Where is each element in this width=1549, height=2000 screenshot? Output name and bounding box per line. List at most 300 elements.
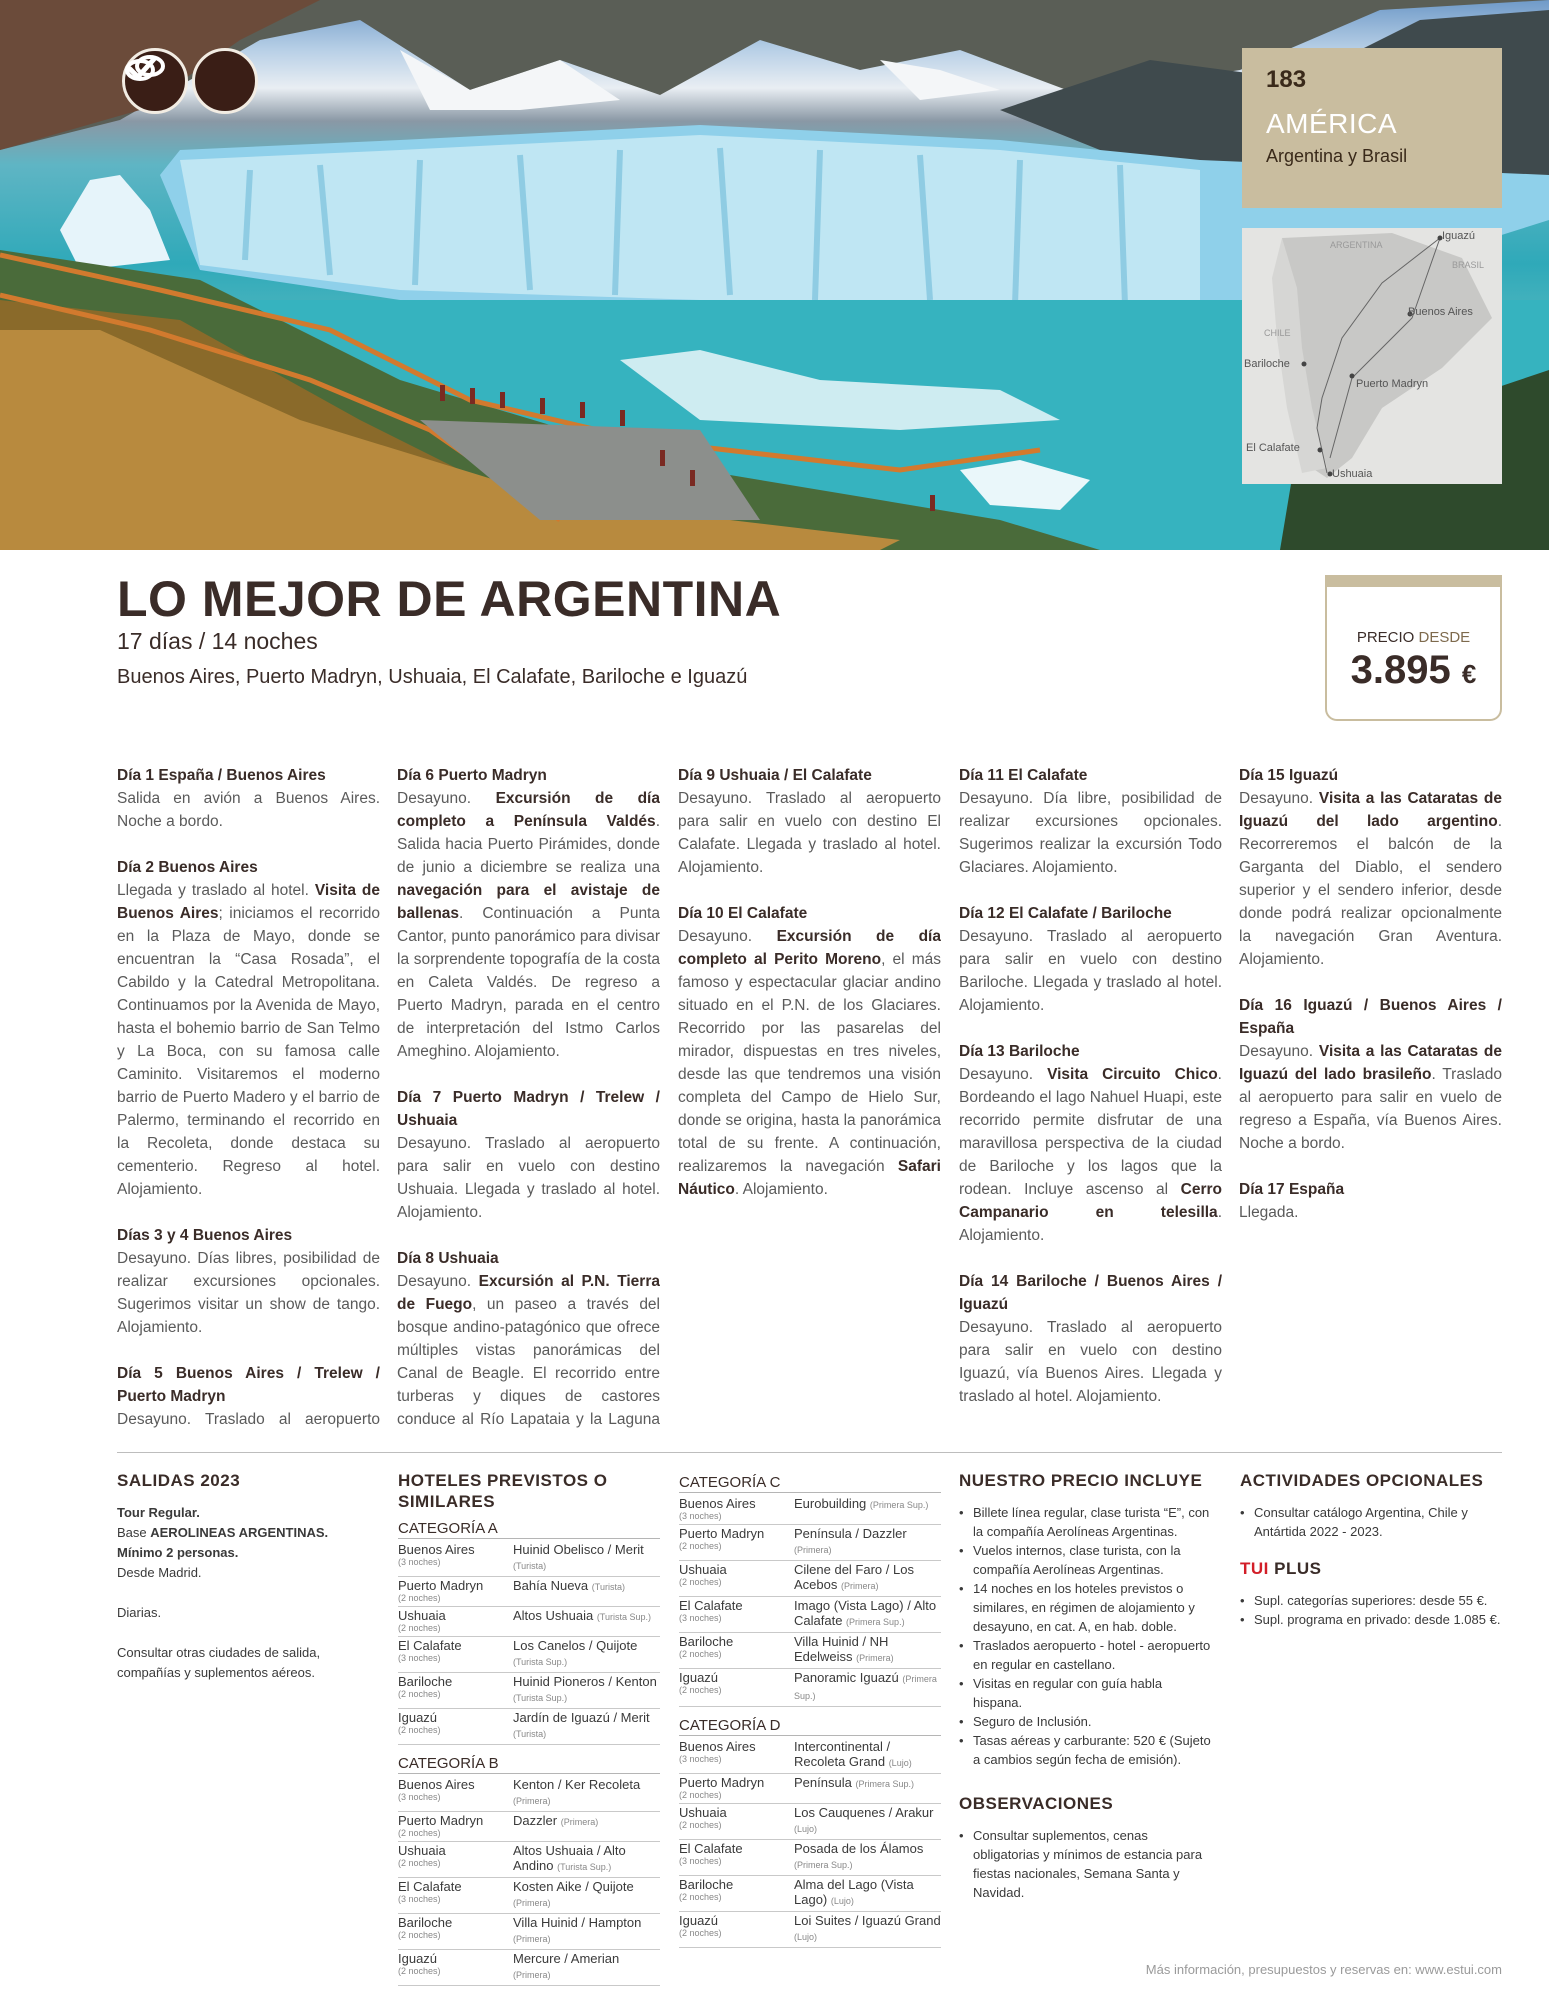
hotel-tier: (Turista) [513, 1729, 547, 1739]
hotel-city [398, 1813, 513, 1839]
day-highlight: Excursión de día completo al Perito Moreno [678, 928, 941, 968]
hotel-name-text: Mercure / Amerian [513, 1951, 620, 1966]
hotel-name-text: Huinid Obelisco / Merit [513, 1542, 644, 1557]
list-item: • Vuelos internos, clase turista, con la compañía Aerolíneas Argentinas. [959, 1541, 1211, 1579]
city-nights: (2 noches) [679, 1790, 722, 1800]
list-item: • Consultar catálogo Argentina, Chile y Antártida 2022 - 2023. [1240, 1503, 1502, 1541]
table-row [398, 1842, 660, 1878]
hotel-city [398, 1915, 513, 1947]
table-row [679, 1597, 941, 1633]
hotel-city [398, 1710, 513, 1742]
trip-title: LO MEJOR DE ARGENTINA [117, 571, 782, 627]
incluye-list [959, 1503, 1211, 1769]
hotel-name [513, 1578, 660, 1604]
city-nights: (3 noches) [679, 1511, 722, 1521]
table-row [679, 1912, 941, 1948]
city-name: Buenos Aires [679, 1496, 756, 1511]
table-row [398, 1607, 660, 1637]
table-row [398, 1914, 660, 1950]
city-nights: (2 noches) [679, 1541, 722, 1551]
hotel-name [794, 1562, 941, 1594]
day-text: Desayuno. [397, 790, 496, 807]
list-item: • Tasas aéreas y carburante: 520 € (Sujeto a cambios según fecha de emisión). [959, 1731, 1211, 1769]
city-name: Ushuaia [679, 1805, 727, 1820]
hotel-city [679, 1670, 794, 1704]
city-nights: (2 noches) [679, 1577, 722, 1587]
city-name: Bariloche [398, 1674, 453, 1689]
hotels-heading: HOTELES PREVISTOS O SIMILARES [398, 1471, 608, 1511]
hotel-name-text: Jardín de Iguazú / Merit [513, 1710, 650, 1725]
hotel-tier: (Primera Sup.) [855, 1779, 914, 1789]
hotel-category-heading: CATEGORÍA D [679, 1717, 941, 1736]
day-heading: Día 11 El Calafate [959, 767, 1088, 784]
table-row [398, 1776, 660, 1812]
day-heading: Día 13 Bariloche [959, 1043, 1080, 1060]
salidas-base-prefix: Base [117, 1525, 151, 1540]
city-nights: (2 noches) [679, 1685, 722, 1695]
day-heading: Día 8 Ushuaia [397, 1250, 499, 1267]
hotel-tier: (Primera) [560, 1817, 599, 1827]
hotel-city [679, 1739, 794, 1771]
actividades-heading: ACTIVIDADES OPCIONALES [1240, 1471, 1484, 1490]
hotel-name [513, 1608, 660, 1634]
city-nights: (3 noches) [398, 1653, 441, 1663]
day-text: Desayuno. Día libre, posibilidad de realizar excursiones opcionales. Sugerimos realizar la excursión Todo Glaciares. Alojamiento. [959, 790, 1222, 876]
table-row [398, 1878, 660, 1914]
city-name: Puerto Madryn [398, 1578, 484, 1593]
day-text: Desayuno. Traslado al aeropuerto para salir en vuelo con destino El Calafate. Llegada y traslado al hotel. Alojamiento. [678, 790, 941, 876]
section-divider [117, 1452, 1502, 1453]
hotel-city [398, 1879, 513, 1911]
city-nights: (2 noches) [398, 1689, 441, 1699]
hotel-name [794, 1526, 941, 1558]
tui-logo-text: TUI [1240, 1559, 1269, 1578]
hotel-name-text: Península [794, 1775, 852, 1790]
hotel-city [398, 1608, 513, 1634]
table-row [679, 1840, 941, 1876]
map-label-brasil: BRASIL [1452, 260, 1485, 270]
hotel-tier: (Lujo) [794, 1932, 818, 1942]
list-item: • Visitas en regular con guía habla hispana. [959, 1674, 1211, 1712]
city-nights: (3 noches) [679, 1856, 722, 1866]
day-9 [678, 764, 941, 879]
hotel-name-text: Imago (Vista Lago) / Alto Calafate [794, 1598, 937, 1628]
day-text: Desayuno. Días libres, posibilidad de realizar excursiones opcionales. Sugerimos visitar un show de tango. Alojamiento. [117, 1250, 380, 1336]
hotel-tier: (Turista Sup.) [513, 1693, 568, 1703]
day-heading: Día 6 Puerto Madryn [397, 767, 547, 784]
hotel-tier: (Primera) [856, 1653, 894, 1663]
day-heading: Día 14 Bariloche / Buenos Aires / Iguazú [959, 1273, 1222, 1313]
table-row [679, 1804, 941, 1840]
table-row [679, 1669, 941, 1707]
salidas-airline: AEROLINEAS ARGENTINAS. [150, 1525, 329, 1540]
city-nights: (2 noches) [679, 1649, 722, 1659]
hotel-name-text: Altos Ushuaia [513, 1608, 594, 1623]
table-row [679, 1561, 941, 1597]
table-row [398, 1637, 660, 1673]
hotel-category [398, 1755, 660, 1986]
hotels-section-right [679, 1468, 941, 1948]
day-8 [397, 1247, 660, 1434]
trip-duration: 17 días / 14 noches [117, 628, 318, 654]
map-city-ushuaia: Ushuaia [1332, 468, 1373, 480]
hotel-category [398, 1520, 660, 1745]
salidas-heading: SALIDAS 2023 [117, 1471, 241, 1490]
hotel-tier: (Turista Sup.) [596, 1612, 652, 1622]
hotel-name-text: Loi Suites / Iguazú Grand [794, 1913, 941, 1928]
day-heading: Día 15 Iguazú [1239, 767, 1339, 784]
hotels-section-left [398, 1470, 660, 1986]
trip-places: Buenos Aires, Puerto Madryn, Ushuaia, El Calafate, Bariloche e Iguazú [117, 666, 748, 688]
hotel-category [679, 1717, 941, 1948]
day-text: Llegada y traslado al hotel. [117, 882, 315, 899]
day-17 [1239, 1178, 1502, 1224]
day-highlight: Excursión de día completo a Península Valdés [397, 790, 660, 830]
salidas-other: Consultar otras ciudades de salida, compañías y suplementos aéreos. [117, 1645, 321, 1680]
list-item: • Supl. programa en privado: desde 1.085 €. [1240, 1610, 1502, 1629]
itinerary-column-3 [678, 764, 941, 1434]
hotel-name-text: Los Canelos / Quijote [513, 1638, 638, 1653]
city-name: Buenos Aires [679, 1739, 756, 1754]
hotel-name [513, 1674, 660, 1706]
hotel-name-text: Cilene del Faro / Los Acebos [794, 1562, 914, 1592]
salidas-minimum: Mínimo 2 personas. [117, 1545, 239, 1560]
hotel-categories-c-d [679, 1474, 941, 1948]
price-currency: € [1461, 659, 1477, 689]
day-7 [397, 1086, 660, 1224]
day-highlight: Visita a las Cataratas de Iguazú del lado argentino [1239, 790, 1502, 830]
hotel-tier: (Turista Sup.) [513, 1657, 568, 1667]
day-text: Desayuno. Traslado al aeropuerto [117, 1411, 380, 1428]
city-nights: (2 noches) [398, 1858, 441, 1868]
hotel-tier: (Primera) [513, 1796, 551, 1806]
table-row [679, 1876, 941, 1912]
city-nights: (2 noches) [679, 1928, 722, 1938]
hotel-tier: (Primera) [513, 1898, 551, 1908]
day-heading: Día 1 España / Buenos Aires [117, 767, 326, 784]
day-16 [1239, 994, 1502, 1155]
hotel-category-heading: CATEGORÍA B [398, 1755, 660, 1774]
hotel-tier: (Turista) [513, 1561, 547, 1571]
city-name: Bariloche [679, 1634, 734, 1649]
day-text: Desayuno. Traslado al aeropuerto para salir en vuelo con destino Iguazú, vía Buenos Aires. Llegada y traslado al hotel. Alojamiento. [959, 1319, 1222, 1405]
hotel-category [679, 1474, 941, 1707]
city-name: Puerto Madryn [398, 1813, 484, 1828]
incluye-section [959, 1470, 1211, 1902]
hotel-name-text: Eurobuilding [794, 1496, 867, 1511]
actividades-section [1240, 1470, 1502, 1629]
city-nights: (2 noches) [398, 1966, 441, 1976]
hotel-name [513, 1843, 660, 1875]
city-name: Puerto Madryn [679, 1526, 765, 1541]
hotel-tier: (Lujo) [888, 1758, 912, 1768]
hotel-tier: (Primera Sup.) [794, 1674, 937, 1701]
city-nights: (3 noches) [679, 1613, 722, 1623]
tui-plus-list [1240, 1591, 1502, 1629]
table-row [398, 1541, 660, 1577]
hotel-name [513, 1638, 660, 1670]
list-item: • Traslados aeropuerto - hotel - aeropuerto en regular en castellano. [959, 1636, 1211, 1674]
region-name: AMÉRICA [1266, 108, 1398, 139]
hotel-name [513, 1915, 660, 1947]
city-name: Ushuaia [398, 1843, 446, 1858]
hotel-name [794, 1805, 941, 1837]
salidas-section [117, 1470, 379, 1683]
hotel-city [398, 1951, 513, 1983]
day-text: Llegada. [1239, 1204, 1299, 1221]
itinerary-column-4 [959, 764, 1222, 1434]
table-row [398, 1577, 660, 1607]
hotel-name [513, 1777, 660, 1809]
day-heading: Días 3 y 4 Buenos Aires [117, 1227, 293, 1244]
hotel-name-text: Altos Ushuaia / Alto Andino [513, 1843, 626, 1873]
tui-plus-heading [1240, 1559, 1502, 1579]
hotel-name [794, 1598, 941, 1630]
hotel-city [679, 1805, 794, 1837]
hotel-name [513, 1951, 660, 1983]
city-name: Iguazú [679, 1670, 719, 1685]
hotel-city [398, 1542, 513, 1574]
hotel-tier: (Primera Sup.) [794, 1860, 853, 1870]
city-nights: (2 noches) [398, 1828, 441, 1838]
salidas-daily: Diarias. [117, 1605, 162, 1620]
day-heading: Día 2 Buenos Aires [117, 859, 258, 876]
table-row [679, 1495, 941, 1525]
hotel-city [679, 1634, 794, 1666]
city-nights: (3 noches) [398, 1557, 441, 1567]
hotel-name-text: Huinid Pioneros / Kenton [513, 1674, 657, 1689]
itinerary-column-2 [397, 764, 660, 1434]
day-text: . Alojamiento. [734, 1181, 828, 1198]
day-text: . Bordeando el lago Nahuel Huapi, este recorrido permite disfrutar de una maravillosa perspectiva de la ciudad de Bariloche y los lagos que la rodean. Incluye ascenso al [959, 1066, 1222, 1198]
hotel-name-text: Los Cauquenes / Arakur [794, 1805, 934, 1820]
hotel-name [794, 1739, 941, 1771]
actividades-list [1240, 1503, 1502, 1541]
map-city-bariloche: Bariloche [1244, 358, 1290, 370]
day-text: Desayuno. [397, 1273, 479, 1290]
hotel-category-heading: CATEGORÍA C [679, 1474, 941, 1493]
day-heading: Día 9 Ushuaia / El Calafate [678, 767, 872, 784]
region-subtitle: Argentina y Brasil [1266, 146, 1408, 166]
destination-box [1242, 48, 1502, 208]
day-3-4 [117, 1224, 380, 1339]
price-amount: 3.895 [1350, 648, 1451, 692]
hotel-name [794, 1841, 941, 1873]
city-name: El Calafate [679, 1598, 743, 1613]
rings-badge-icon [192, 48, 258, 114]
hotel-name-text: Dazzler [513, 1813, 558, 1828]
hotel-name [794, 1775, 941, 1801]
list-item: • Consultar suplementos, cenas obligatorias y mínimos de estancia para fiestas nacionales, Semana Santa y Navidad. [959, 1826, 1211, 1902]
hotel-name-text: Posada de los Álamos [794, 1841, 924, 1856]
day-1 [117, 764, 380, 833]
city-name: Buenos Aires [398, 1777, 475, 1792]
hotel-city [398, 1638, 513, 1670]
hotel-name [794, 1634, 941, 1666]
day-text: Desayuno. [678, 928, 777, 945]
city-name: Ushuaia [398, 1608, 446, 1623]
map-city-buenos-aires: Buenos Aires [1408, 306, 1473, 318]
hotel-city [679, 1562, 794, 1594]
hotel-name [794, 1670, 941, 1704]
day-highlight: Safari Náutico [678, 1158, 941, 1198]
day-text: Desayuno. Traslado al aeropuerto para salir en vuelo con destino Ushuaia. Llegada y traslado al hotel. Alojamiento. [397, 1135, 660, 1221]
itinerary-column-5 [1239, 764, 1502, 1434]
list-item: • Billete línea regular, clase turista “E”, con la compañía Aerolíneas Argentinas. [959, 1503, 1211, 1541]
hotel-name-text: Intercontinental / Recoleta Grand [794, 1739, 891, 1769]
hotel-tier: (Turista) [591, 1582, 625, 1592]
city-name: El Calafate [398, 1879, 462, 1894]
hotel-name [794, 1913, 941, 1945]
day-13 [959, 1040, 1222, 1247]
observaciones-heading: OBSERVACIONES [959, 1794, 1114, 1813]
hotel-tier: (Primera Sup.) [869, 1500, 929, 1510]
hotel-tier: (Primera) [513, 1970, 551, 1980]
hotel-city [398, 1674, 513, 1706]
price-value [1327, 648, 1500, 693]
hotel-tier: (Lujo) [830, 1896, 854, 1906]
day-15 [1239, 764, 1502, 971]
day-10 [678, 902, 941, 1201]
day-highlight: Visita de Buenos Aires [117, 882, 380, 922]
hero-image [0, 0, 1549, 550]
day-text: . Recorreremos el balcón de la Garganta del Diablo, el sendero superior y el sendero inferior, desde donde podrá realizar opcionalmente la navegación Gran Aventura. Alojamiento. [1239, 813, 1502, 968]
city-name: El Calafate [398, 1638, 462, 1653]
hotel-name-text: Alma del Lago (Vista Lago) [794, 1877, 914, 1907]
day-2 [117, 856, 380, 1201]
day-text: Salida en avión a Buenos Aires. Noche a bordo. [117, 790, 380, 830]
map-city-el-calafate: El Calafate [1246, 442, 1300, 454]
table-row [679, 1738, 941, 1774]
itinerary-column-1 [117, 764, 380, 1434]
day-text: , el más famoso y espectacular glaciar andino situado en el P.N. de los Glaciares. Recorrido por las pasarelas del mirador, dispuestas en tres niveles, desde las que tendremos una visión completa del Campo de Hielo Sur, donde se origina, hasta la panorámica total de su frente. A continuación, realizaremos la navegación [678, 951, 941, 1175]
hotel-tier: (Lujo) [794, 1824, 818, 1834]
list-item: • 14 noches en los hoteles previstos o similares, en régimen de alojamiento y desayuno, en cat. A, en hab. doble. [959, 1579, 1211, 1636]
city-nights: (2 noches) [398, 1623, 441, 1633]
salidas-tour: Tour Regular. [117, 1505, 200, 1520]
day-text: Desayuno. Traslado al aeropuerto para salir en vuelo con destino Bariloche. Llegada y traslado al hotel. Alojamiento. [959, 928, 1222, 1014]
day-text: Desayuno. [1239, 790, 1319, 807]
day-text: Desayuno. [1239, 1043, 1319, 1060]
city-name: Buenos Aires [398, 1542, 475, 1557]
hotel-name-text: Villa Huinid / NH Edelweiss [794, 1634, 889, 1664]
hotel-tier: (Primera) [794, 1545, 832, 1555]
table-row [679, 1525, 941, 1561]
day-text: ; iniciamos el recorrido en la Plaza de Mayo, donde se encuentran la “Casa Rosada”, el Cabildo y la Catedral Metropolitana. Continuamos por la Avenida de Mayo, hasta el bohemio barrio de San Telmo y La Boca, con su famosa calle Caminito. Visitaremos el moderno barrio de Puerto Madero y el barrio de Palermo, terminando el recorrido en la Recoleta, donde destaca su cementerio. Regreso al hotel. Alojamiento. [117, 905, 380, 1198]
hotel-categories-a-b [398, 1520, 660, 1986]
hotel-name [513, 1710, 660, 1742]
day-text: . Salida hacia Puerto Pirámides, donde de junio a diciembre se realiza una [397, 813, 660, 876]
day-text: . Traslado al aeropuerto para salir en vuelo de regreso a España, vía Buenos Aires. Noche a bordo. [1239, 1066, 1502, 1152]
city-name: El Calafate [679, 1841, 743, 1856]
city-name: Iguazú [398, 1951, 438, 1966]
salidas-from: Desde Madrid. [117, 1565, 202, 1580]
hotel-category-heading: CATEGORÍA A [398, 1520, 660, 1539]
hotel-city [679, 1775, 794, 1801]
hotel-city [398, 1578, 513, 1604]
hotel-city [398, 1843, 513, 1875]
day-highlight: Visita a las Cataratas de Iguazú del lado brasileño [1239, 1043, 1502, 1083]
table-row [398, 1950, 660, 1986]
hotel-tier: (Primera) [841, 1581, 879, 1591]
day-heading: Día 10 El Calafate [678, 905, 808, 922]
hotel-name-text: Bahía Nueva [513, 1578, 589, 1593]
day-heading: Día 7 Puerto Madryn / Trelew / Ushuaia [397, 1089, 660, 1129]
city-name: Bariloche [679, 1877, 734, 1892]
day-heading: Día 17 España [1239, 1181, 1345, 1198]
day-text: Desayuno. [959, 1066, 1048, 1083]
salidas-base [117, 1523, 379, 1543]
map-city-puerto-madryn: Puerto Madryn [1356, 378, 1429, 390]
city-name: Bariloche [398, 1915, 453, 1930]
day-heading: Día 12 El Calafate / Bariloche [959, 905, 1172, 922]
table-row [398, 1673, 660, 1709]
itinerary [117, 764, 1502, 1434]
table-row [679, 1774, 941, 1804]
city-name: Iguazú [679, 1913, 719, 1928]
map-label-chile: CHILE [1264, 328, 1291, 338]
observaciones-list [959, 1826, 1211, 1902]
city-name: Iguazú [398, 1710, 438, 1725]
city-nights: (3 noches) [398, 1792, 441, 1802]
day-11 [959, 764, 1222, 879]
price-label-text: PRECIO [1356, 629, 1415, 646]
city-nights: (2 noches) [398, 1725, 441, 1735]
footer-info: Más información, presupuestos y reservas en: www.estui.com [1145, 1962, 1502, 1977]
incluye-heading: NUESTRO PRECIO INCLUYE [959, 1471, 1203, 1490]
day-5 [117, 1362, 380, 1434]
route-map [1242, 228, 1502, 484]
day-highlight: Excursión al P.N. Tierra de Fuego [397, 1273, 660, 1313]
hotel-name-text: Península / Dazzler [794, 1526, 907, 1541]
day-heading: Día 16 Iguazú / Buenos Aires / España [1239, 997, 1502, 1037]
hotel-name-text: Kenton / Ker Recoleta [513, 1777, 641, 1792]
list-item: • Seguro de Inclusión. [959, 1712, 1211, 1731]
city-nights: (2 noches) [398, 1930, 441, 1940]
day-6 [397, 764, 660, 1063]
day-heading: Día 5 Buenos Aires / Trelew / Puerto Madryn [117, 1365, 380, 1405]
day-14 [959, 1270, 1222, 1408]
page-number: 183 [1266, 66, 1307, 93]
hotel-city [398, 1777, 513, 1809]
day-text: , un paseo a través del bosque andino-patagónico que ofrece múltiples vistas panorámicas del Canal de Beagle. El recorrido entre turberas y diques de castores conduce al Río Lapataia y la Laguna [397, 1296, 660, 1428]
hotel-name [794, 1877, 941, 1909]
table-row [679, 1633, 941, 1669]
hotel-name [513, 1813, 660, 1839]
table-row [398, 1709, 660, 1745]
city-name: Puerto Madryn [679, 1775, 765, 1790]
day-highlight: Cerro Campanario en telesilla [959, 1181, 1222, 1221]
hotel-city [679, 1526, 794, 1558]
day-highlight: navegación para el avistaje de ballenas [397, 882, 660, 922]
city-nights: (3 noches) [398, 1894, 441, 1904]
map-city-iguazu: Iguazú [1442, 230, 1476, 242]
city-nights: (3 noches) [679, 1754, 722, 1764]
price-from: DESDE [1418, 629, 1471, 646]
city-name: Ushuaia [679, 1562, 727, 1577]
city-nights: (2 noches) [679, 1892, 722, 1902]
hotel-city [679, 1496, 794, 1522]
hotel-city [679, 1913, 794, 1945]
day-12 [959, 902, 1222, 1017]
hotel-name [513, 1542, 660, 1574]
hotel-name-text: Panoramic Iguazú [794, 1670, 899, 1685]
hotel-city [679, 1877, 794, 1909]
day-text: . Continuación a Punta Cantor, punto panorámico para divisar la sorprendente topografía de la costa en Caleta Valdés. De regreso a Puerto Madryn, parada en el centro de interpretación del Istmo Carlos Ameghino. Alojamiento. [397, 905, 660, 1060]
hotel-name [794, 1496, 941, 1522]
day-highlight: Visita Circuito Chico [1047, 1066, 1218, 1083]
hotel-tier: (Turista Sup.) [557, 1862, 612, 1872]
